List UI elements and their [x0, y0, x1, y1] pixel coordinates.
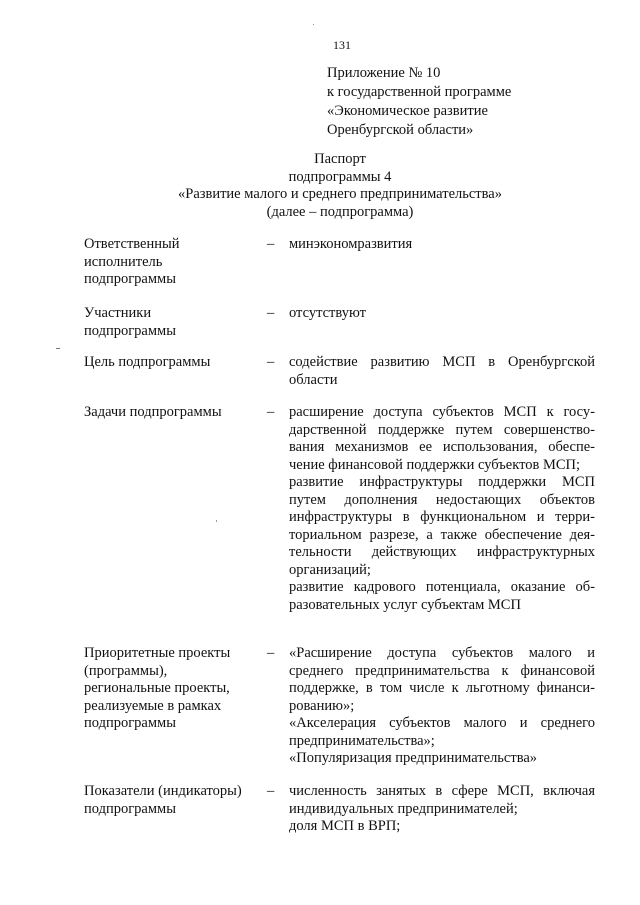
label-line: региональные проекты,	[84, 680, 230, 696]
value-paragraph: «Популяризация предпринимательства»	[289, 750, 538, 766]
row-label	[84, 236, 264, 289]
scan-speck	[313, 24, 314, 25]
appendix-reference	[327, 64, 511, 140]
scan-speck	[216, 520, 217, 522]
margin-mark	[56, 348, 60, 349]
row-dash: –	[267, 354, 275, 370]
label-line: Участники	[84, 305, 152, 321]
row-label	[84, 404, 264, 422]
row-label	[84, 783, 264, 818]
value-paragraph: минэкономразвития	[289, 236, 413, 252]
label-line: Показатели (индикаторы)	[84, 783, 242, 799]
row-value	[289, 305, 595, 323]
label-line: Задачи подпрограммы	[84, 404, 222, 420]
value-paragraph: «Расширение доступа субъектов малого и среднего предпринимательства к финансовой поддержке, в том числе к льготному финанси-рованию»;	[289, 645, 595, 714]
value-paragraph: развитие инфраструктуры поддержки МСП путем дополнения недостающих объектов инфраструктуры в функциональном и терри-ториальном разрезе, а также обеспечение дея-тельности действующих инфраструктурных организаций;	[289, 474, 595, 578]
label-line: подпрограммы	[84, 800, 176, 817]
value-paragraph: «Акселерация субъектов малого и среднего предпринимательства»;	[289, 715, 595, 749]
value-paragraph: развитие кадрового потенциала, оказание об-разовательных услуг субъектам МСП	[289, 579, 595, 613]
row-dash: –	[267, 783, 275, 799]
document-title	[150, 151, 530, 221]
label-line: Цель подпрограммы	[84, 354, 211, 370]
appendix-line: «Экономическое развитие	[327, 103, 488, 119]
row-value	[289, 645, 595, 768]
label-line: подпрограммы	[84, 271, 176, 287]
value-paragraph: отсутствуют	[289, 305, 366, 321]
page-number: 131	[333, 38, 351, 52]
row-value	[289, 404, 595, 614]
appendix-line: Оренбургской области»	[327, 122, 474, 138]
row-value	[289, 354, 595, 389]
label-line: Ответственный	[84, 236, 180, 252]
title-line: подпрограммы 4	[288, 168, 392, 185]
label-line: подпрограммы	[84, 715, 176, 731]
row-dash: –	[267, 645, 275, 661]
row-dash: –	[267, 305, 275, 321]
row-dash: –	[267, 236, 275, 252]
title-line: (далее – подпрограмма)	[266, 203, 414, 220]
appendix-line: к государственной программе	[327, 84, 512, 100]
label-line: Приоритетные проекты	[84, 645, 231, 661]
value-paragraph: численность занятых в сфере МСП, включая индивидуальных предпринимателей;	[289, 783, 595, 817]
row-value	[289, 783, 595, 836]
label-line: исполнитель	[84, 253, 163, 270]
title-line: Паспорт	[314, 151, 366, 167]
value-paragraph: расширение доступа субъектов МСП к госу-дарственной поддержке путем совершенство-вания механизмов ее использования, обеспе-чение финансовой поддержки субъектов МСП;	[289, 404, 595, 473]
title-line: «Развитие малого и среднего предпринимательства»	[178, 186, 502, 202]
row-label	[84, 645, 264, 733]
row-label	[84, 354, 264, 372]
value-paragraph: содействие развитию МСП в Оренбургской области	[289, 354, 595, 388]
value-paragraph: доля МСП в ВРП;	[289, 818, 401, 834]
row-dash: –	[267, 404, 275, 420]
row-label	[84, 305, 264, 340]
label-line: реализуемые в рамках	[84, 697, 222, 714]
label-line: подпрограммы	[84, 322, 176, 339]
appendix-line: Приложение № 10	[327, 65, 441, 81]
label-line: (программы),	[84, 662, 168, 679]
row-value	[289, 236, 595, 254]
